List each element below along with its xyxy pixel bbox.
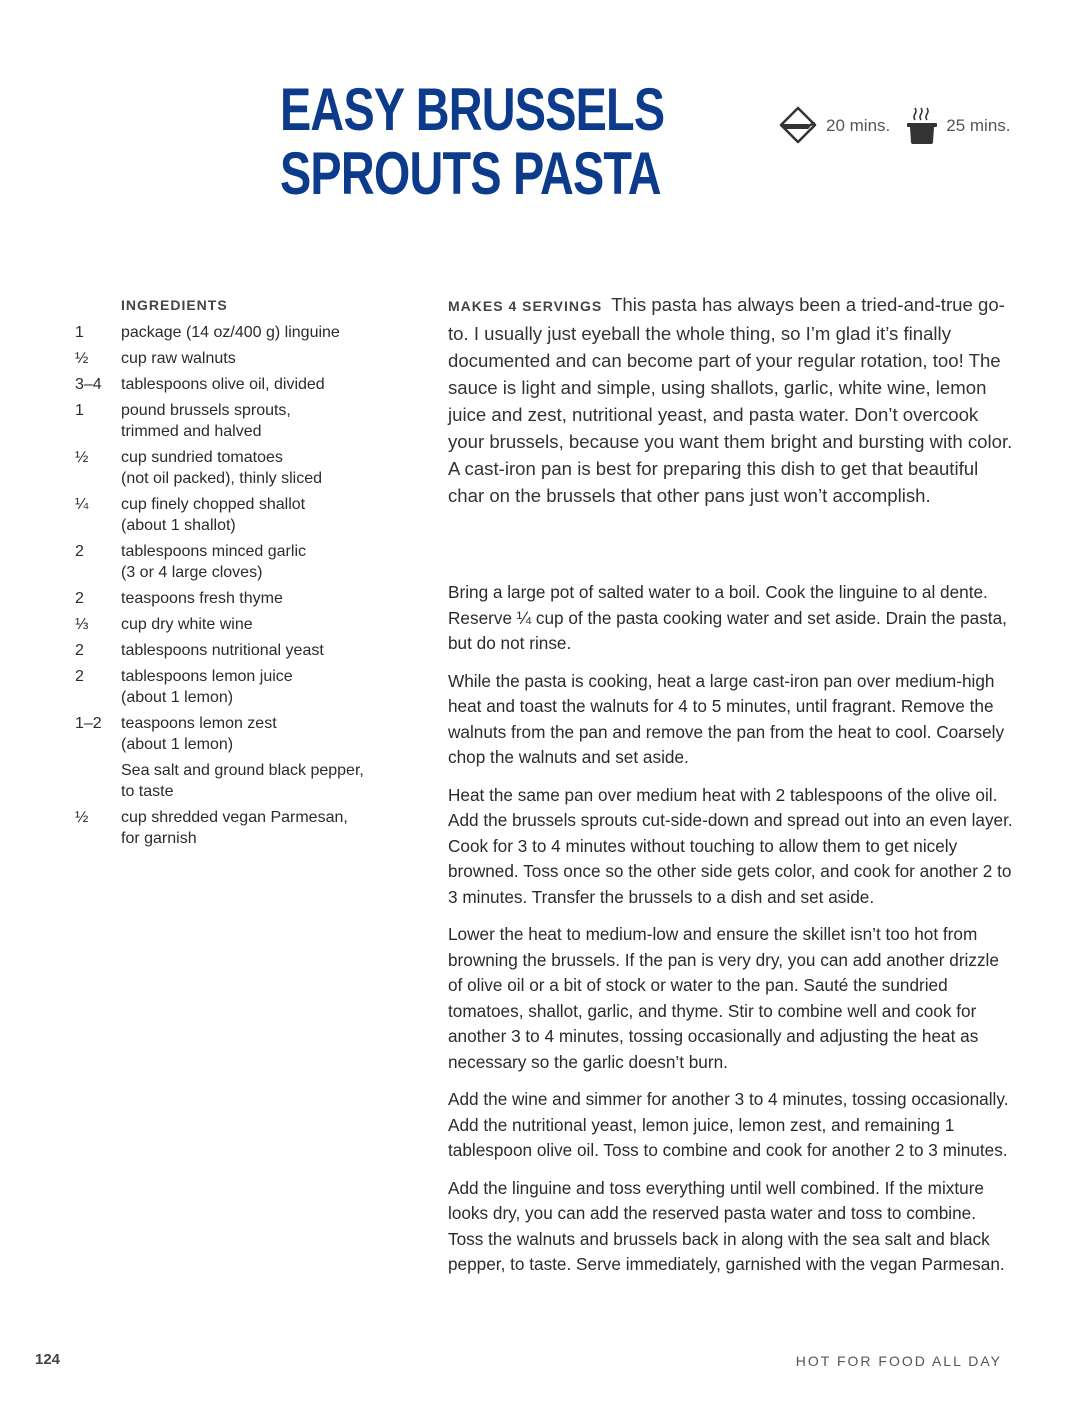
method-step: Add the linguine and toss everything until well combined. If the mixture looks dry, you can add the reserved pasta water and toss to combine. Toss the walnuts and brussels back in along with the sea salt and black pepper, to taste. Serve immediately, garnished with the vegan Parmesan. [448, 1177, 1005, 1274]
ingredient-quantity: ½ [75, 809, 89, 826]
ingredient-quantity: 1 [75, 324, 84, 341]
method-step: Lower the heat to medium-low and ensure the skillet isn’t too hot from browning the brussels. If the pan is very dry, you can add another drizzle of olive oil or a bit of stock or water to the pan. Sauté the sundried tomatoes, shallot, garlic, and thyme. Stir to combine well and cook for another 3 to 4 minutes, tossing occasionally and adjusting the heat as necessary so the garlic doesn’t burn. [448, 924, 999, 1072]
ingredient-text: cup raw walnuts [121, 350, 236, 367]
ingredients-list [75, 322, 395, 854]
method-step: While the pasta is cooking, heat a large cast-iron pan over medium-high heat and toast the walnuts for 4 to 5 minutes, until fragrant. Remove the walnuts from the pan and remove the pan from the heat to cool. Coarsely chop the walnuts and set aside. [448, 670, 1005, 767]
book-title: HOT FOR FOOD ALL DAY [795, 1353, 1002, 1369]
method-step: Heat the same pan over medium heat with 2 tablespoons of the olive oil. Add the brussels sprouts cut-side-down and spread out into an even layer. Cook for 3 to 4 minutes without touching to allow them to get nicely browned. Toss once so the other side gets color, and cook for another 2 to 3 minutes. Transfer the brussels to a dish and set aside. [448, 784, 1013, 907]
ingredient-text: pound brussels sprouts, trimmed and halved [121, 402, 291, 440]
cook-time: 25 mins. [946, 116, 1011, 135]
ingredient-item [75, 447, 395, 489]
ingredient-item [75, 614, 395, 635]
ingredient-text: tablespoons olive oil, divided [121, 376, 325, 393]
ingredients-heading: INGREDIENTS [121, 297, 228, 313]
ingredient-text: cup sundried tomatoes (not oil packed), thinly sliced [121, 449, 322, 487]
page-number: 124 [35, 1351, 61, 1368]
ingredient-text: teaspoons fresh thyme [121, 590, 283, 607]
ingredient-text: cup finely chopped shallot (about 1 shallot) [121, 496, 306, 534]
method-step: Bring a large pot of salted water to a boil. Cook the linguine to al dente. Reserve ¼ cup of the pasta cooking water and set aside. Drain the pasta, but do not rinse. [448, 582, 1007, 653]
ingredient-text: cup shredded vegan Parmesan, for garnish [121, 809, 348, 847]
ingredient-item [75, 588, 395, 609]
recipe-title-line-1: EASY BRUSSELS [280, 76, 665, 143]
ingredient-quantity: ¼ [75, 496, 89, 513]
prep-time: 20 mins. [826, 116, 891, 135]
ingredient-item [75, 713, 395, 755]
ingredient-text: tablespoons lemon juice (about 1 lemon) [121, 668, 293, 706]
ingredient-text: Sea salt and ground black pepper, to taste [121, 762, 364, 800]
ingredient-quantity: ⅓ [75, 616, 89, 633]
ingredient-item [75, 400, 395, 442]
ingredient-item [75, 666, 395, 708]
servings-label: MAKES 4 SERVINGS [448, 298, 603, 314]
ingredient-quantity [75, 760, 121, 802]
ingredient-quantity: 2 [75, 642, 84, 659]
intro-paragraph [448, 291, 1014, 509]
ingredient-item [75, 760, 395, 802]
ingredient-quantity: 1–2 [75, 715, 102, 732]
ingredient-quantity: ½ [75, 449, 89, 466]
ingredient-quantity: ½ [75, 350, 89, 367]
ingredient-quantity: 2 [75, 668, 84, 685]
ingredient-text: package (14 oz/400 g) linguine [121, 324, 340, 341]
ingredient-item [75, 541, 395, 583]
recipe-title-line-2: SPROUTS PASTA [280, 140, 661, 207]
ingredient-item [75, 494, 395, 536]
knife-board-icon [778, 106, 818, 146]
ingredient-quantity: 2 [75, 590, 84, 607]
ingredient-text: teaspoons lemon zest (about 1 lemon) [121, 715, 277, 753]
ingredient-item [75, 374, 395, 395]
ingredient-quantity: 1 [75, 402, 84, 419]
recipe-times [778, 104, 1019, 148]
method-steps [448, 580, 1014, 1290]
ingredient-quantity: 2 [75, 543, 84, 560]
ingredient-quantity: 3–4 [75, 376, 102, 393]
ingredient-item [75, 348, 395, 369]
intro-text: This pasta has always been a tried-and-true go-to. I usually just eyeball the whole thing, so I’m glad it’s finally documented and can become part of your regular rotation, too! The sauce is light and simple, using shallots, garlic, white wine, lemon juice and zest, nutritional yeast, and pasta water. Don’t overcook your brussels, because you want them bright and bursting with color. A cast-iron pan is best for preparing this dish to get that beautiful char on the brussels that other pans just won’t accomplish. [448, 294, 1013, 506]
ingredient-text: cup dry white wine [121, 616, 253, 633]
ingredient-text: tablespoons nutritional yeast [121, 642, 324, 659]
recipe-title [280, 76, 665, 207]
ingredient-item [75, 807, 395, 849]
ingredient-text: tablespoons minced garlic (3 or 4 large cloves) [121, 543, 306, 581]
ingredient-item [75, 640, 395, 661]
ingredient-item [75, 322, 395, 343]
method-step: Add the wine and simmer for another 3 to 4 minutes, tossing occasionally. Add the nutritional yeast, lemon juice, lemon zest, and remaining 1 tablespoon olive oil. Toss to combine and cook for another 2 to 3 minutes. [448, 1089, 1009, 1160]
steaming-pot-icon [906, 106, 938, 146]
